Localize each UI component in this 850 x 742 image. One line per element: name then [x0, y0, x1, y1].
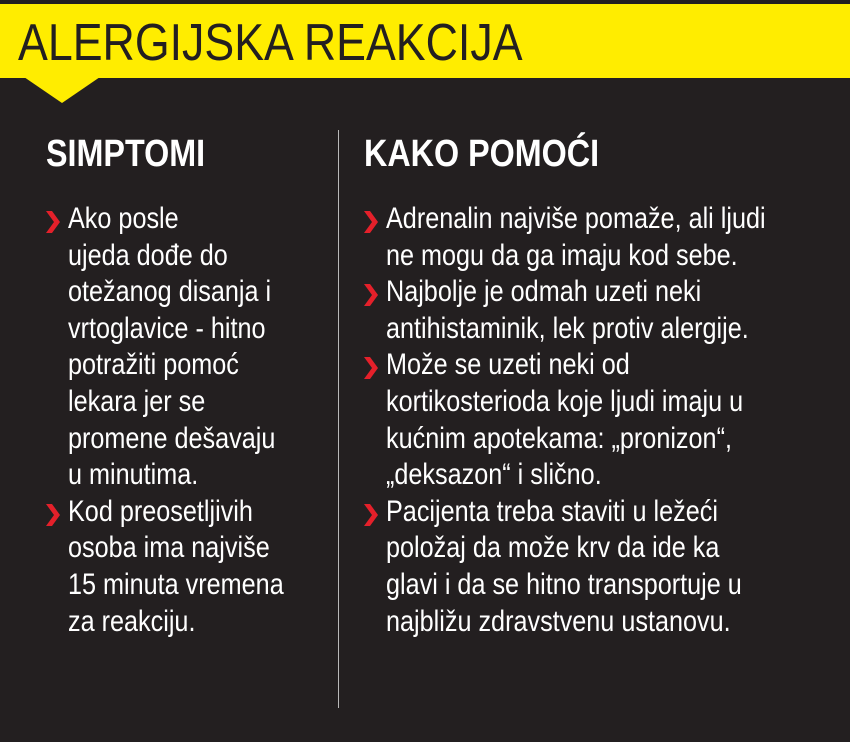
help-heading: KAKO POMOĆI	[364, 133, 600, 175]
list-item-text: Pacijenta treba staviti u ležeći položaj da može krv da ide ka glavi i da se hitno transportuje u najbližu zdravstvenu ustanovu.	[386, 494, 742, 638]
banner-title: ALERGIJSKA REAKCIJA	[18, 14, 523, 72]
help-list	[362, 201, 850, 640]
chevron-right-icon	[362, 284, 378, 306]
list-item-text: Najbolje je odmah uzeti neki antihistaminik, lek protiv alergije.	[386, 275, 749, 345]
chevron-right-icon	[362, 211, 378, 233]
banner-pointer	[24, 77, 100, 103]
chevron-right-icon	[44, 504, 60, 526]
list-item	[362, 274, 850, 347]
list-item	[362, 494, 850, 640]
list-item-text: Adrenalin najviše pomaže, ali ljudi ne mogu da ga imaju kod sebe.	[386, 202, 766, 272]
chevron-right-icon	[362, 504, 378, 526]
title-banner	[0, 4, 850, 78]
chevron-right-icon	[44, 211, 60, 233]
symptoms-heading: SIMPTOMI	[46, 133, 206, 175]
list-item-text: Kod preosetljivih osoba ima najviše 15 minuta vremena za reakciju.	[68, 494, 284, 638]
list-item-text: Može se uzeti neki od kortikosterioda koje ljudi imaju u kućnim apotekama: „pronizon“, „deksazon“ i slično.	[386, 348, 744, 492]
list-item	[362, 347, 850, 493]
list-item-text: Ako posle ujeda dođe do otežanog disanja i vrtoglavice - hitno potražiti pomoć lekara jer se promene dešavaju u minutima.	[68, 202, 276, 492]
chevron-right-icon	[362, 357, 378, 379]
list-item	[362, 201, 850, 274]
